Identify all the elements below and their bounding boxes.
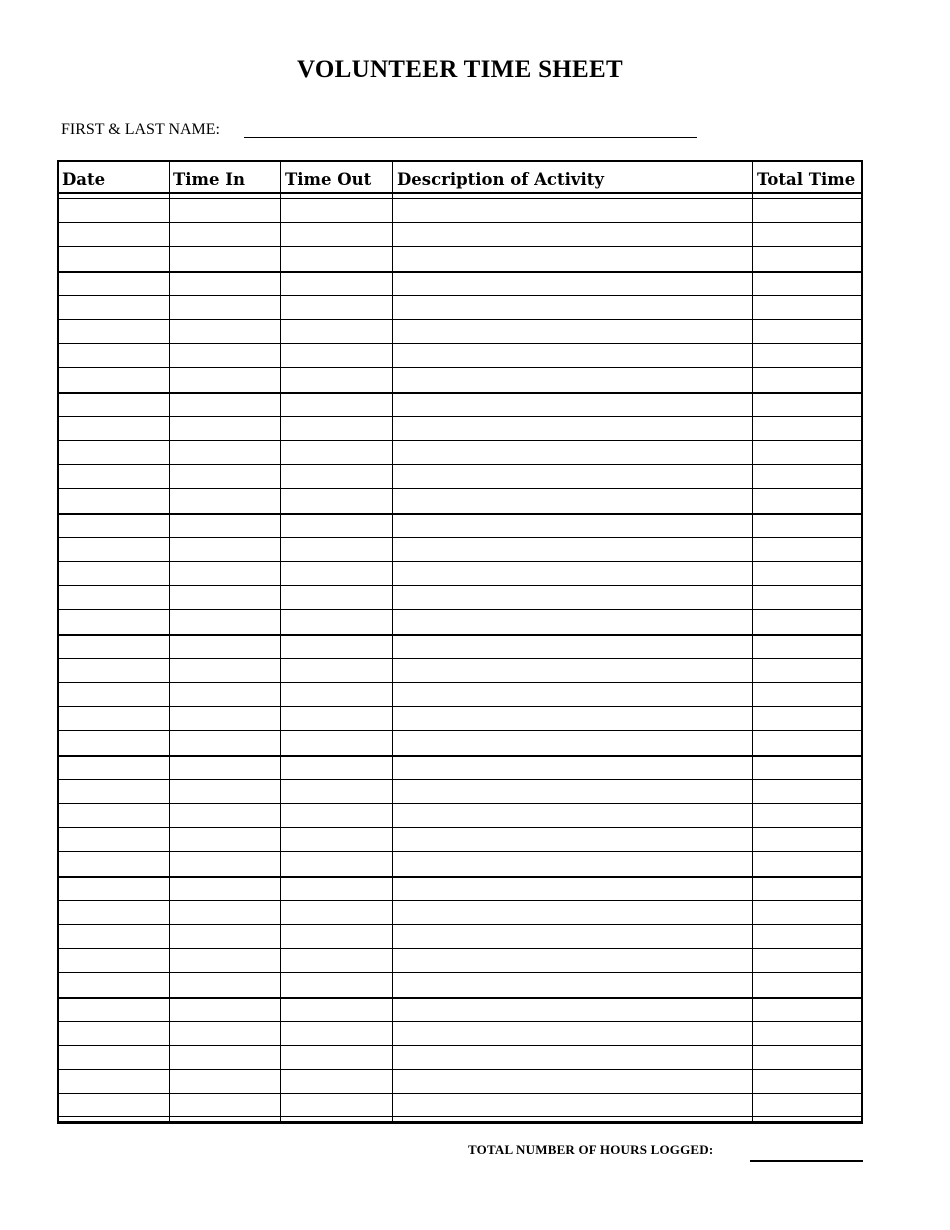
name-field[interactable]: [244, 137, 697, 138]
description-cell[interactable]: [392, 1069, 752, 1092]
description-cell[interactable]: [392, 1021, 752, 1044]
total-time-cell[interactable]: [752, 343, 861, 366]
time-in-cell[interactable]: [169, 658, 280, 681]
total-time-cell[interactable]: [752, 585, 861, 608]
description-cell[interactable]: [392, 634, 752, 657]
time-out-cell[interactable]: [280, 851, 392, 874]
time-in-cell[interactable]: [169, 222, 280, 245]
time-out-cell[interactable]: [280, 343, 392, 366]
total-time-cell[interactable]: [752, 876, 861, 899]
description-cell[interactable]: [392, 803, 752, 826]
total-hours-field[interactable]: [750, 1160, 863, 1162]
time-in-cell[interactable]: [169, 609, 280, 632]
date-cell[interactable]: [59, 609, 169, 632]
description-cell[interactable]: [392, 948, 752, 971]
description-cell[interactable]: [392, 609, 752, 632]
row-divider: [59, 1116, 861, 1117]
date-cell[interactable]: [59, 561, 169, 584]
time-in-cell[interactable]: [169, 1069, 280, 1092]
time-in-cell[interactable]: [169, 513, 280, 536]
time-in-cell[interactable]: [169, 924, 280, 947]
date-cell[interactable]: [59, 730, 169, 753]
total-time-cell[interactable]: [752, 367, 861, 390]
total-time-cell[interactable]: [752, 827, 861, 850]
description-cell[interactable]: [392, 706, 752, 729]
time-in-cell[interactable]: [169, 634, 280, 657]
total-time-cell[interactable]: [752, 682, 861, 705]
date-cell[interactable]: [59, 972, 169, 995]
description-cell[interactable]: [392, 537, 752, 560]
description-cell[interactable]: [392, 561, 752, 584]
time-in-cell[interactable]: [169, 271, 280, 294]
total-time-cell[interactable]: [752, 222, 861, 245]
total-time-cell[interactable]: [752, 730, 861, 753]
date-cell[interactable]: [59, 319, 169, 342]
time-out-cell[interactable]: [280, 246, 392, 269]
time-in-cell[interactable]: [169, 343, 280, 366]
total-time-cell[interactable]: [752, 658, 861, 681]
time-out-cell[interactable]: [280, 1045, 392, 1068]
description-cell[interactable]: [392, 464, 752, 487]
date-cell[interactable]: [59, 416, 169, 439]
time-in-cell[interactable]: [169, 198, 280, 221]
time-out-cell[interactable]: [280, 561, 392, 584]
time-out-cell[interactable]: [280, 779, 392, 802]
date-cell[interactable]: [59, 464, 169, 487]
time-in-cell[interactable]: [169, 755, 280, 778]
time-out-cell[interactable]: [280, 924, 392, 947]
time-out-cell[interactable]: [280, 1069, 392, 1092]
total-time-cell[interactable]: [752, 561, 861, 584]
time-out-cell[interactable]: [280, 585, 392, 608]
date-cell[interactable]: [59, 295, 169, 318]
column-header-time-in: Time In: [173, 170, 245, 189]
time-out-cell[interactable]: [280, 658, 392, 681]
description-cell[interactable]: [392, 851, 752, 874]
description-cell[interactable]: [392, 246, 752, 269]
time-out-cell[interactable]: [280, 319, 392, 342]
description-cell[interactable]: [392, 730, 752, 753]
time-in-cell[interactable]: [169, 246, 280, 269]
total-time-cell[interactable]: [752, 706, 861, 729]
date-cell[interactable]: [59, 900, 169, 923]
date-cell[interactable]: [59, 198, 169, 221]
date-cell[interactable]: [59, 997, 169, 1020]
time-out-cell[interactable]: [280, 730, 392, 753]
date-cell[interactable]: [59, 851, 169, 874]
time-out-cell[interactable]: [280, 755, 392, 778]
time-out-cell[interactable]: [280, 416, 392, 439]
description-cell[interactable]: [392, 900, 752, 923]
total-time-cell[interactable]: [752, 198, 861, 221]
column-header-description: Description of Activity: [397, 170, 604, 189]
total-time-cell[interactable]: [752, 755, 861, 778]
date-cell[interactable]: [59, 392, 169, 415]
description-cell[interactable]: [392, 440, 752, 463]
date-cell[interactable]: [59, 367, 169, 390]
date-cell[interactable]: [59, 658, 169, 681]
time-in-cell[interactable]: [169, 561, 280, 584]
time-out-cell[interactable]: [280, 464, 392, 487]
time-in-cell[interactable]: [169, 682, 280, 705]
time-in-cell[interactable]: [169, 585, 280, 608]
description-cell[interactable]: [392, 924, 752, 947]
time-out-cell[interactable]: [280, 513, 392, 536]
date-cell[interactable]: [59, 1021, 169, 1044]
time-in-cell[interactable]: [169, 1093, 280, 1116]
date-cell[interactable]: [59, 343, 169, 366]
time-out-cell[interactable]: [280, 900, 392, 923]
date-cell[interactable]: [59, 513, 169, 536]
description-cell[interactable]: [392, 198, 752, 221]
time-out-cell[interactable]: [280, 682, 392, 705]
date-cell[interactable]: [59, 682, 169, 705]
description-cell[interactable]: [392, 222, 752, 245]
time-in-cell[interactable]: [169, 948, 280, 971]
total-time-cell[interactable]: [752, 392, 861, 415]
total-time-cell[interactable]: [752, 416, 861, 439]
description-cell[interactable]: [392, 1093, 752, 1116]
total-time-cell[interactable]: [752, 634, 861, 657]
time-out-cell[interactable]: [280, 1021, 392, 1044]
time-in-cell[interactable]: [169, 319, 280, 342]
date-cell[interactable]: [59, 246, 169, 269]
time-out-cell[interactable]: [280, 706, 392, 729]
time-in-cell[interactable]: [169, 876, 280, 899]
time-in-cell[interactable]: [169, 706, 280, 729]
total-time-cell[interactable]: [752, 1021, 861, 1044]
total-time-cell[interactable]: [752, 803, 861, 826]
time-sheet-table: [57, 160, 863, 1124]
time-out-cell[interactable]: [280, 295, 392, 318]
time-out-cell[interactable]: [280, 222, 392, 245]
total-time-cell[interactable]: [752, 924, 861, 947]
total-time-cell[interactable]: [752, 488, 861, 511]
column-header-total-time: Total Time: [757, 170, 856, 189]
total-time-cell[interactable]: [752, 851, 861, 874]
total-time-cell[interactable]: [752, 1093, 861, 1116]
time-in-cell[interactable]: [169, 295, 280, 318]
time-out-cell[interactable]: [280, 972, 392, 995]
total-time-cell[interactable]: [752, 271, 861, 294]
time-out-cell[interactable]: [280, 537, 392, 560]
time-in-cell[interactable]: [169, 730, 280, 753]
time-in-cell[interactable]: [169, 464, 280, 487]
description-cell[interactable]: [392, 271, 752, 294]
date-cell[interactable]: [59, 827, 169, 850]
date-cell[interactable]: [59, 222, 169, 245]
time-out-cell[interactable]: [280, 488, 392, 511]
time-in-cell[interactable]: [169, 440, 280, 463]
name-label: FIRST & LAST NAME:: [61, 121, 220, 138]
description-cell[interactable]: [392, 585, 752, 608]
page-title: VOLUNTEER TIME SHEET: [297, 56, 623, 83]
time-in-cell[interactable]: [169, 1021, 280, 1044]
time-in-cell[interactable]: [169, 997, 280, 1020]
description-cell[interactable]: [392, 755, 752, 778]
date-cell[interactable]: [59, 924, 169, 947]
description-cell[interactable]: [392, 779, 752, 802]
total-time-cell[interactable]: [752, 948, 861, 971]
description-cell[interactable]: [392, 392, 752, 415]
time-out-cell[interactable]: [280, 198, 392, 221]
description-cell[interactable]: [392, 488, 752, 511]
total-time-cell[interactable]: [752, 609, 861, 632]
time-in-cell[interactable]: [169, 537, 280, 560]
total-time-cell[interactable]: [752, 537, 861, 560]
date-cell[interactable]: [59, 271, 169, 294]
description-cell[interactable]: [392, 343, 752, 366]
time-out-cell[interactable]: [280, 271, 392, 294]
time-in-cell[interactable]: [169, 416, 280, 439]
time-in-cell[interactable]: [169, 851, 280, 874]
time-in-cell[interactable]: [169, 803, 280, 826]
date-cell[interactable]: [59, 755, 169, 778]
time-out-cell[interactable]: [280, 392, 392, 415]
time-in-cell[interactable]: [169, 900, 280, 923]
time-out-cell[interactable]: [280, 609, 392, 632]
total-time-cell[interactable]: [752, 464, 861, 487]
time-in-cell[interactable]: [169, 1045, 280, 1068]
total-hours-label: TOTAL NUMBER OF HOURS LOGGED:: [468, 1142, 714, 1157]
date-cell[interactable]: [59, 1069, 169, 1092]
description-cell[interactable]: [392, 295, 752, 318]
time-out-cell[interactable]: [280, 803, 392, 826]
date-cell[interactable]: [59, 440, 169, 463]
date-cell[interactable]: [59, 779, 169, 802]
table-header: [59, 162, 861, 194]
total-time-cell[interactable]: [752, 246, 861, 269]
total-time-cell[interactable]: [752, 779, 861, 802]
time-out-cell[interactable]: [280, 440, 392, 463]
total-time-cell[interactable]: [752, 440, 861, 463]
total-time-cell[interactable]: [752, 972, 861, 995]
description-cell[interactable]: [392, 513, 752, 536]
date-cell[interactable]: [59, 634, 169, 657]
date-cell[interactable]: [59, 488, 169, 511]
description-cell[interactable]: [392, 682, 752, 705]
time-out-cell[interactable]: [280, 997, 392, 1020]
date-cell[interactable]: [59, 876, 169, 899]
time-in-cell[interactable]: [169, 827, 280, 850]
date-cell[interactable]: [59, 585, 169, 608]
time-out-cell[interactable]: [280, 827, 392, 850]
description-cell[interactable]: [392, 997, 752, 1020]
time-in-cell[interactable]: [169, 367, 280, 390]
total-time-cell[interactable]: [752, 295, 861, 318]
total-time-cell[interactable]: [752, 1069, 861, 1092]
time-out-cell[interactable]: [280, 876, 392, 899]
date-cell[interactable]: [59, 803, 169, 826]
column-header-time-out: Time Out: [285, 170, 372, 189]
date-cell[interactable]: [59, 1045, 169, 1068]
total-time-cell[interactable]: [752, 1045, 861, 1068]
description-cell[interactable]: [392, 367, 752, 390]
column-header-date: Date: [62, 170, 106, 189]
time-out-cell[interactable]: [280, 1093, 392, 1116]
time-in-cell[interactable]: [169, 779, 280, 802]
date-cell[interactable]: [59, 948, 169, 971]
description-cell[interactable]: [392, 972, 752, 995]
time-in-cell[interactable]: [169, 972, 280, 995]
description-cell[interactable]: [392, 876, 752, 899]
date-cell[interactable]: [59, 1093, 169, 1116]
time-out-cell[interactable]: [280, 367, 392, 390]
description-cell[interactable]: [392, 416, 752, 439]
total-time-cell[interactable]: [752, 319, 861, 342]
time-in-cell[interactable]: [169, 488, 280, 511]
time-in-cell[interactable]: [169, 392, 280, 415]
description-cell[interactable]: [392, 658, 752, 681]
time-out-cell[interactable]: [280, 948, 392, 971]
total-time-cell[interactable]: [752, 513, 861, 536]
description-cell[interactable]: [392, 319, 752, 342]
description-cell[interactable]: [392, 827, 752, 850]
total-time-cell[interactable]: [752, 900, 861, 923]
date-cell[interactable]: [59, 706, 169, 729]
time-out-cell[interactable]: [280, 634, 392, 657]
description-cell[interactable]: [392, 1045, 752, 1068]
total-time-cell[interactable]: [752, 997, 861, 1020]
date-cell[interactable]: [59, 537, 169, 560]
